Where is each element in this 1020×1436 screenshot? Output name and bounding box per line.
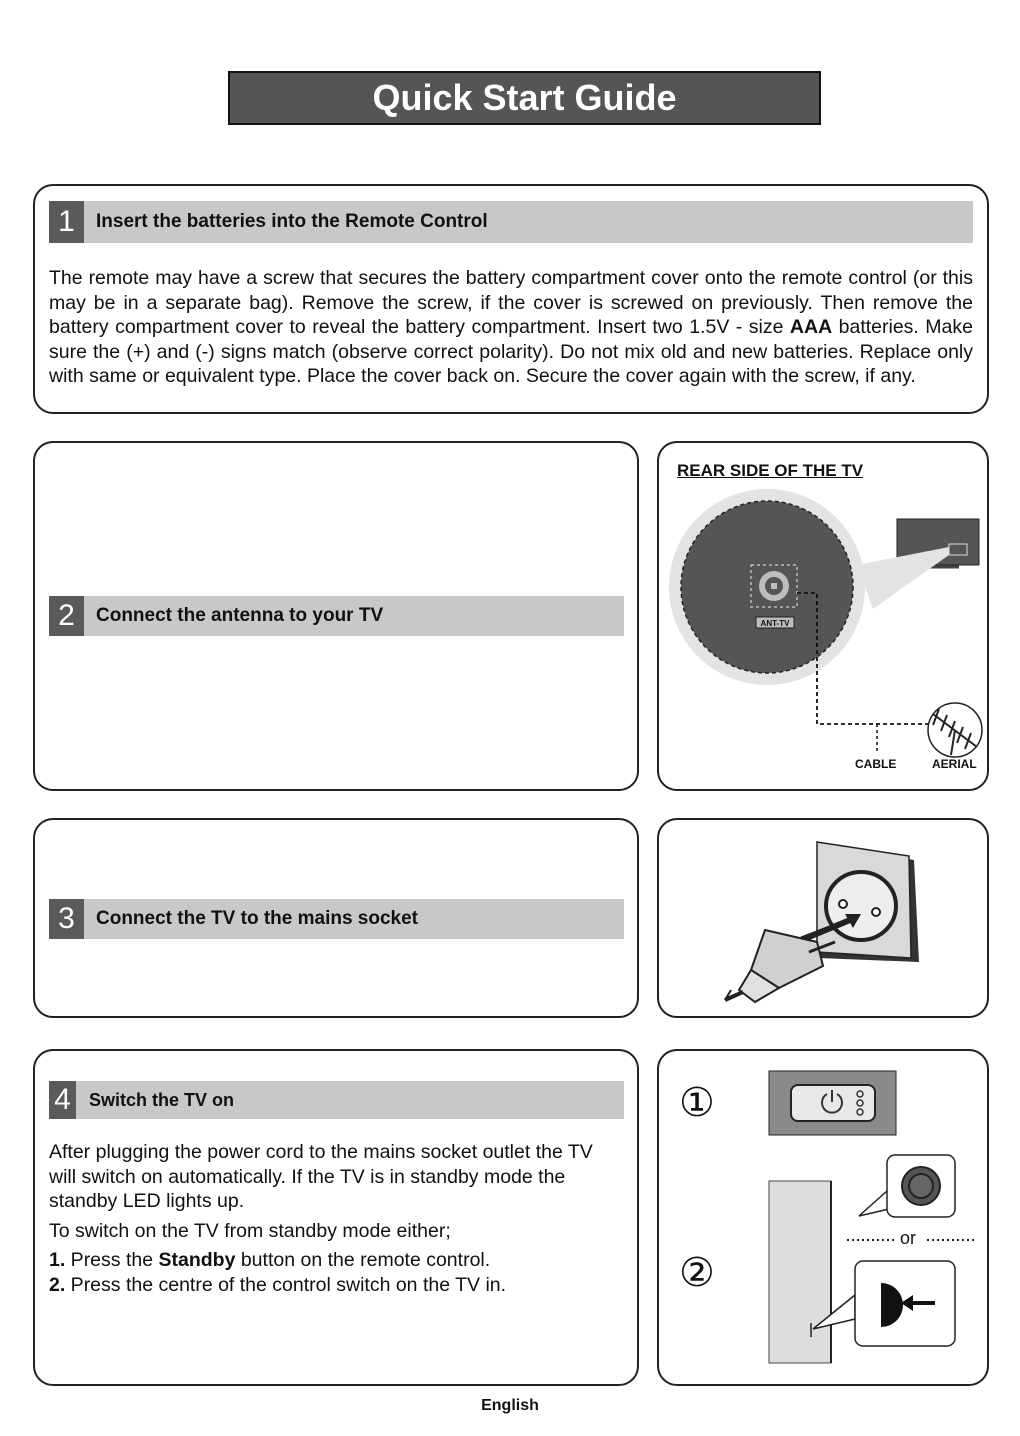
step1-panel: [33, 184, 989, 414]
step1-text: The remote may have a screw that secures the battery compartment cover onto the remote control (or this may be in a separate bag). Remove the screw, if the cover is screwed on previously. Then remove the battery compartment cover to reveal the battery compartment. Insert two 1.5V - size AAA batteries. Make sure the (+) and (-) signs match (observe correct polarity). Do not mix old and new batteries. Replace only with same or equivalent type. Place the cover back on. Secure the cover again with the screw, if any.: [49, 267, 973, 387]
cable-label: CABLE: [855, 757, 897, 771]
marker-one: ①: [679, 1080, 715, 1126]
step4-text: [49, 1140, 624, 1297]
step4-header: [49, 1081, 624, 1119]
step3-header: [49, 899, 624, 939]
step4-para2: To switch on the TV from standby mode either;: [49, 1219, 451, 1242]
step4-panel: [33, 1049, 639, 1386]
step2-header: [49, 596, 624, 636]
plug-socket-illustration: [659, 820, 987, 1016]
or-label: or: [900, 1228, 917, 1248]
switch-on-illustration: [659, 1051, 987, 1384]
step3-number: 3: [49, 899, 84, 939]
switch-on-panel: [657, 1049, 989, 1386]
step3-title: Connect the TV to the mains socket: [96, 908, 418, 929]
step4-number: 4: [49, 1081, 76, 1119]
step2-number: 2: [49, 596, 84, 636]
rear-tv-panel: [657, 441, 989, 791]
step4-item1: 1. Press the Standby button on the remote control.: [49, 1249, 491, 1271]
step4-title: Switch the TV on: [89, 1090, 235, 1110]
step4-para1: After plugging the power cord to the mains socket outlet the TV will switch on automatically. If the TV is in standby mode the standby LED lights up.: [49, 1141, 593, 1212]
antenna-connection-illustration: [659, 443, 987, 789]
step2-title: Connect the antenna to your TV: [96, 605, 384, 626]
step4-item2: 2. Press the centre of the control switch on the TV in.: [49, 1273, 507, 1296]
step1-title: Insert the batteries into the Remote Control: [96, 211, 488, 232]
step3-panel: [33, 818, 639, 1018]
mains-socket-panel: [657, 818, 989, 1018]
aerial-label: AERIAL: [932, 757, 977, 771]
step1-number: 1: [49, 201, 84, 243]
ant-tv-port-label: ANT-TV: [760, 619, 790, 628]
language-footer: English: [481, 1397, 539, 1414]
step2-panel: [33, 441, 639, 791]
step1-header: [49, 201, 973, 243]
marker-two: ②: [679, 1250, 715, 1296]
page-title: Quick Start Guide: [228, 71, 821, 125]
rear-side-title: REAR SIDE OF THE TV: [677, 461, 864, 480]
